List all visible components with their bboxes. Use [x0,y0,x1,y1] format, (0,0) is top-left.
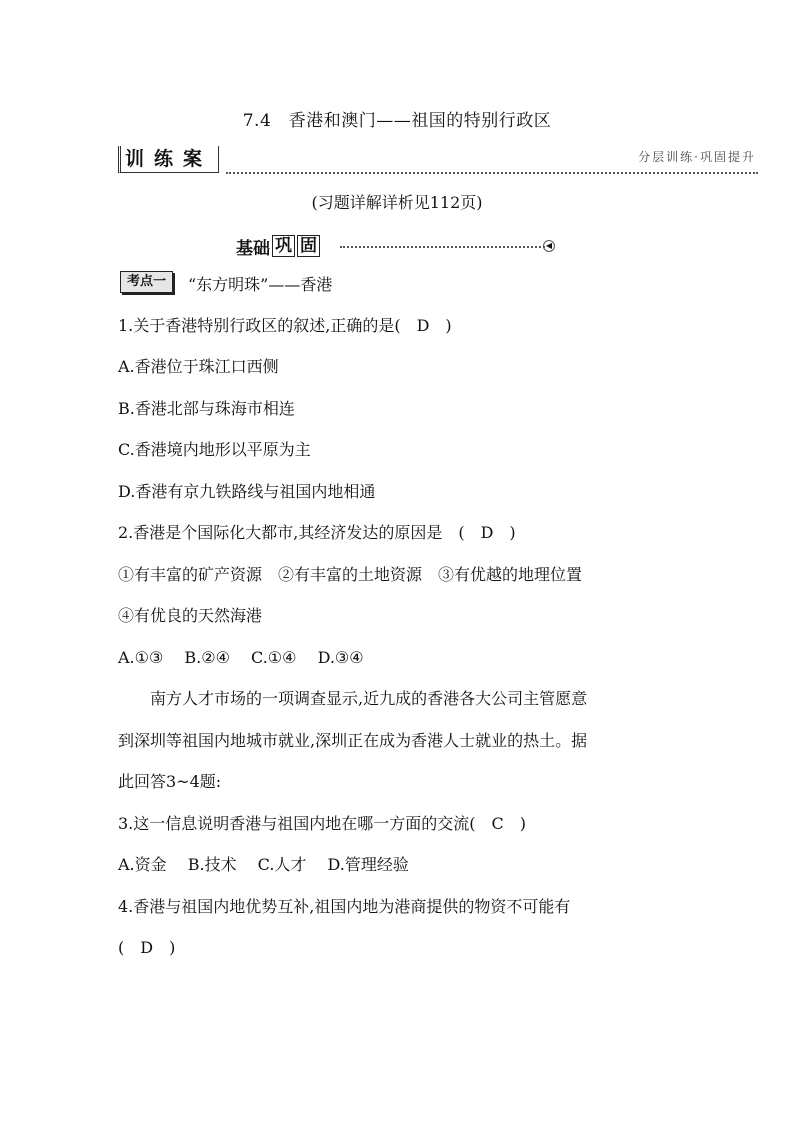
question-3-options: A.资金 B.技术 C.人才 D.管理经验 [118,855,409,874]
question-2: 2.香港是个国际化大都市,其经济发达的原因是 ( D ) [118,523,516,542]
passage-line-2: 到深圳等祖国内地城市就业,深圳正在成为香港人士就业的热土。据 [118,731,588,750]
question-4-answer: ( D ) [118,938,176,957]
topic-tag: 考点一 [120,271,173,293]
option-1c: C.香港境内地形以平原为主 [118,440,311,459]
question-2-options: A.①③ B.②④ C.①④ D.③④ [118,648,364,667]
section-dotted-rule [340,246,545,248]
option-1d: D.香港有京九铁路线与祖国内地相通 [118,482,376,501]
section-banner [118,146,758,176]
banner-dotted-rule [226,172,758,174]
banner-right-text: 分层训练·巩固提升 [638,150,756,164]
passage-line-1: 南方人才市场的一项调查显示,近九成的香港各大公司主管愿意 [118,689,588,708]
question-2-items: ①有丰富的矿产资源 ②有丰富的土地资源 ③有优越的地理位置 [118,565,583,584]
section-heading-plain: 基础 [236,238,270,259]
section-heading-boxed-1: 巩 [272,235,295,257]
question-2-items-cont: ④有优良的天然海港 [118,606,263,625]
question-3: 3.这一信息说明香港与祖国内地在哪一方面的交流( C ) [118,814,526,833]
option-1b: B.香港北部与珠海市相连 [118,399,295,418]
question-4: 4.香港与祖国内地优势互补,祖国内地为港商提供的物资不可能有 [118,897,571,916]
section-end-circle-icon: ◀ [543,240,555,252]
question-1: 1.关于香港特别行政区的叙述,正确的是( D ) [118,316,452,335]
answer-note: (习题详解详析见112页) [311,193,483,212]
section-heading-boxed-2: 固 [297,235,320,257]
topic-title: “东方明珠”——香港 [188,275,333,294]
page-title: 7.4 香港和澳门——祖国的特别行政区 [242,111,552,131]
passage-line-3: 此回答3~4题: [118,772,222,791]
option-1a: A.香港位于珠江口西侧 [118,357,279,376]
banner-label: 训练案 [118,146,219,173]
section-heading [236,234,320,258]
